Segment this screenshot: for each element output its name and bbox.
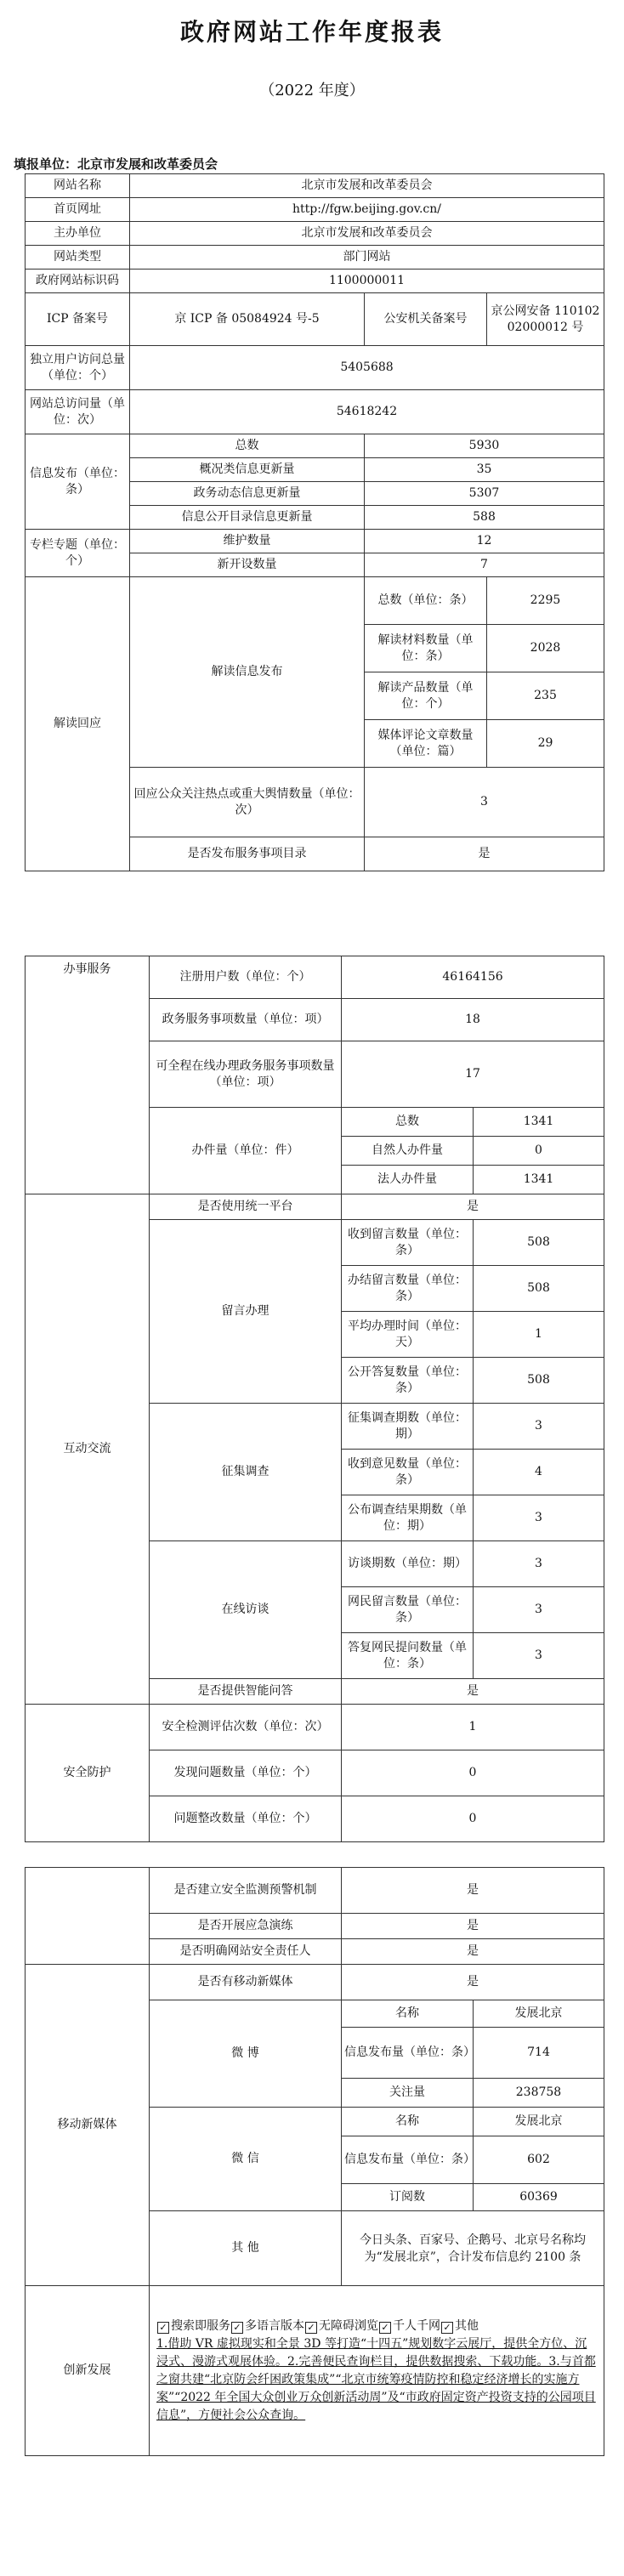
option-search-service: ✓ 搜索即服务: [156, 2319, 230, 2333]
label-weibo-posts: 信息发布量（单位：条）: [342, 2028, 474, 2079]
value-info-overview: 35: [365, 458, 604, 482]
label-owner: 是否明确网站安全责任人: [150, 1939, 342, 1965]
checkbox-checked-icon: ✓: [305, 2322, 317, 2334]
row-icp: [26, 293, 604, 346]
option-accessibility: ✓ 无障碍浏览: [304, 2319, 378, 2333]
label-wechat-subs: 订阅数: [342, 2184, 474, 2211]
label-home-url: 首页网址: [26, 198, 130, 222]
option-personalized: ✓ 千人千网: [378, 2319, 440, 2333]
checkbox-checked-icon: ✓: [379, 2322, 391, 2334]
label-interp-hotspot: 回应公众关注热点或重大舆情数量（单位：次）: [130, 768, 365, 837]
label-fixed: 问题整改数量（单位：个）: [150, 1796, 342, 1842]
label-talk-count: 访谈期数（单位：期）: [342, 1541, 474, 1587]
value-msg-recv: 508: [474, 1220, 604, 1266]
value-fixed: 0: [342, 1796, 604, 1842]
label-msg-pub: 公开答复数量（单位：条）: [342, 1358, 474, 1404]
label-catalog: 是否发布服务事项目录: [130, 837, 365, 871]
checkbox-checked-icon: ✓: [441, 2322, 453, 2334]
label-handled-total: 总数: [342, 1108, 474, 1137]
label-qa: 是否提供智能问答: [150, 1679, 342, 1705]
value-weibo-posts: 714: [474, 2028, 604, 2079]
value-msg-done: 508: [474, 1266, 604, 1312]
value-interp-material: 2028: [487, 625, 604, 672]
label-handled-natural: 自然人办件量: [342, 1137, 474, 1166]
innovation-note: 1.借助 VR 虚拟现实和全景 3D 等打造“十四五”规划数字云展厅，提供全方位、沉浸式、漫游式观展体验。2.完善便民查询栏目，提供数据搜索、下载功能。3.与首都之窗共建“北京防会纤困政策集成”“北京市统筹疫情防控和稳定经济增长的实施方案”“2022 年全国大众创业万众创新活动周”及“市政府固定资产投资支持的公园项目信息”，方便社会公众查询。: [156, 2336, 596, 2422]
label-talk: 在线访谈: [150, 1541, 342, 1679]
row-column-maintain: [26, 530, 604, 553]
value-uv: 5405688: [130, 346, 604, 390]
label-handled: 办件量（单位：件）: [150, 1108, 342, 1194]
label-type: 网站类型: [26, 246, 130, 270]
row-home-url: [26, 198, 604, 222]
value-interp-hotspot: 3: [365, 768, 604, 837]
label-msg: 留言办理: [150, 1220, 342, 1404]
value-psb: 京公网安备 11010202000012 号: [487, 293, 604, 346]
label-icp: ICP 备案号: [26, 293, 130, 346]
label-security: 安全防护: [26, 1705, 150, 1842]
label-uv: 独立用户访问总量（单位：个）: [26, 346, 130, 390]
value-platform: 是: [342, 1194, 604, 1220]
label-survey-result: 公布调查结果期数（单位：期）: [342, 1495, 474, 1541]
row-users: [26, 956, 604, 999]
value-talk-a: 3: [474, 1633, 604, 1679]
value-detect: 1: [342, 1705, 604, 1750]
value-found: 0: [342, 1750, 604, 1796]
value-weibo-followers: 238758: [474, 2079, 604, 2108]
label-talk-q: 网民留言数量（单位：条）: [342, 1587, 474, 1633]
value-online: 17: [342, 1041, 604, 1108]
label-psb: 公安机关备案号: [365, 293, 487, 346]
label-online: 可全程在线办理政务服务事项数量（单位：项）: [150, 1041, 342, 1108]
security-cont-blank: [26, 1868, 150, 1965]
label-wechat-posts: 信息发布量（单位：条）: [342, 2136, 474, 2184]
value-handled-legal: 1341: [474, 1166, 604, 1194]
label-wechat-name: 名称: [342, 2108, 474, 2136]
row-interp-total: [26, 577, 604, 625]
value-items: 18: [342, 999, 604, 1041]
value-icp: 京 ICP 备 05084924 号-5: [130, 293, 365, 346]
value-type: 部门网站: [130, 246, 604, 270]
label-survey-opinion: 收到意见数量（单位：条）: [342, 1450, 474, 1495]
value-column-maintain: 12: [365, 530, 604, 553]
row-uv: [26, 346, 604, 390]
row-detect: [26, 1705, 604, 1750]
value-msg-time: 1: [474, 1312, 604, 1358]
row-innovation: [26, 2286, 604, 2456]
label-interp-material: 解读材料数量（单位：条）: [365, 625, 487, 672]
value-users: 46164156: [342, 956, 604, 999]
value-survey-opinion: 4: [474, 1450, 604, 1495]
value-column-new: 7: [365, 553, 604, 577]
report-table-basic: [25, 173, 604, 871]
option-multilingual: ✓ 多语言版本: [230, 2319, 304, 2333]
label-site-name: 网站名称: [26, 174, 130, 198]
value-wechat-subs: 60369: [474, 2184, 604, 2211]
label-detect: 安全检测评估次数（单位：次）: [150, 1705, 342, 1750]
label-column: 专栏专题（单位：个）: [26, 530, 130, 577]
value-handled-natural: 0: [474, 1137, 604, 1166]
label-wechat: 微 信: [150, 2108, 342, 2211]
label-handled-legal: 法人办件量: [342, 1166, 474, 1194]
value-home-url[interactable]: http://fgw.beijing.gov.cn/: [130, 198, 604, 222]
label-msg-done: 办结留言数量（单位：条）: [342, 1266, 474, 1312]
value-survey-result: 3: [474, 1495, 604, 1541]
label-weibo-name: 名称: [342, 2000, 474, 2028]
value-monitor: 是: [342, 1868, 604, 1914]
label-innovation: 创新发展: [26, 2286, 150, 2456]
label-mobile: 移动新媒体: [26, 1965, 150, 2286]
value-interp-total: 2295: [487, 577, 604, 625]
value-weibo-name: 发展北京: [474, 2000, 604, 2028]
value-owner: 是: [342, 1939, 604, 1965]
row-platform: [26, 1194, 604, 1220]
report-table-mobile: [25, 1867, 604, 2456]
row-site-name: [26, 174, 604, 198]
label-info-disclosure: 信息公开目录信息更新量: [130, 506, 365, 530]
value-host: 北京市发展和改革委员会: [130, 222, 604, 246]
label-info-total: 总数: [130, 434, 365, 458]
label-info-overview: 概况类信息更新量: [130, 458, 365, 482]
filler-unit: 填报单位：北京市发展和改革委员会: [14, 156, 218, 172]
row-monitor: [26, 1868, 604, 1914]
label-items: 政务服务事项数量（单位：项）: [150, 999, 342, 1041]
value-survey-count: 3: [474, 1404, 604, 1450]
row-host: [26, 222, 604, 246]
label-survey: 征集调查: [150, 1404, 342, 1541]
value-catalog: 是: [365, 837, 604, 871]
label-pv: 网站总访问量（单位：次）: [26, 390, 130, 434]
label-interp-total: 总数（单位：条）: [365, 577, 487, 625]
label-id: 政府网站标识码: [26, 270, 130, 293]
label-msg-time: 平均办理时间（单位：天）: [342, 1312, 474, 1358]
label-drill: 是否开展应急演练: [150, 1914, 342, 1939]
label-msg-recv: 收到留言数量（单位：条）: [342, 1220, 474, 1266]
option-other: ✓ 其他: [440, 2319, 479, 2333]
row-type: [26, 246, 604, 270]
label-interact: 互动交流: [26, 1194, 150, 1705]
value-talk-q: 3: [474, 1587, 604, 1633]
label-column-new: 新开设数量: [130, 553, 365, 577]
value-mobile-other: 今日头条、百家号、企鹅号、北京号名称均为“发展北京”，合计发布信息约 2100 条: [342, 2211, 604, 2286]
row-mobile-has: [26, 1965, 604, 2000]
page-title: 政府网站工作年度报表: [179, 18, 444, 46]
label-mobile-other: 其 他: [150, 2211, 342, 2286]
label-column-maintain: 维护数量: [130, 530, 365, 553]
label-info-affairs: 政务动态信息更新量: [130, 482, 365, 506]
value-mobile-has: 是: [342, 1965, 604, 2000]
label-weibo-followers: 关注量: [342, 2079, 474, 2108]
value-msg-pub: 508: [474, 1358, 604, 1404]
value-interp-product: 235: [487, 672, 604, 720]
label-interpret: 解读回应: [26, 577, 130, 871]
label-interp-media: 媒体评论文章数量（单位：篇）: [365, 720, 487, 768]
value-drill: 是: [342, 1914, 604, 1939]
label-interp-release: 解读信息发布: [130, 577, 365, 768]
value-info-disclosure: 588: [365, 506, 604, 530]
value-info-total: 5930: [365, 434, 604, 458]
value-site-name: 北京市发展和改革委员会: [130, 174, 604, 198]
label-interp-product: 解读产品数量（单位：个）: [365, 672, 487, 720]
report-table-service: [25, 956, 604, 1842]
value-pv: 54618242: [130, 390, 604, 434]
label-talk-a: 答复网民提问数量（单位：条）: [342, 1633, 474, 1679]
label-survey-count: 征集调查期数（单位：期）: [342, 1404, 474, 1450]
value-id: 1100000011: [130, 270, 604, 293]
innovation-content: [150, 2286, 604, 2456]
label-host: 主办单位: [26, 222, 130, 246]
value-qa: 是: [342, 1679, 604, 1705]
label-mobile-has: 是否有移动新媒体: [150, 1965, 342, 2000]
row-id: [26, 270, 604, 293]
row-pv: [26, 390, 604, 434]
innovation-options: [156, 2318, 597, 2335]
label-monitor: 是否建立安全监测预警机制: [150, 1868, 342, 1914]
label-users: 注册用户数（单位：个）: [150, 956, 342, 999]
label-found: 发现问题数量（单位：个）: [150, 1750, 342, 1796]
label-service: 办事服务: [26, 956, 150, 1194]
checkbox-checked-icon: ✓: [157, 2322, 169, 2334]
label-platform: 是否使用统一平台: [150, 1194, 342, 1220]
value-talk-count: 3: [474, 1541, 604, 1587]
value-info-affairs: 5307: [365, 482, 604, 506]
value-interp-media: 29: [487, 720, 604, 768]
report-year: （2022 年度）: [259, 82, 365, 99]
value-wechat-name: 发展北京: [474, 2108, 604, 2136]
row-info-total: [26, 434, 604, 458]
checkbox-checked-icon: ✓: [231, 2322, 243, 2334]
value-wechat-posts: 602: [474, 2136, 604, 2184]
value-handled-total: 1341: [474, 1108, 604, 1137]
label-weibo: 微 博: [150, 2000, 342, 2108]
label-info: 信息发布（单位：条）: [26, 434, 130, 530]
